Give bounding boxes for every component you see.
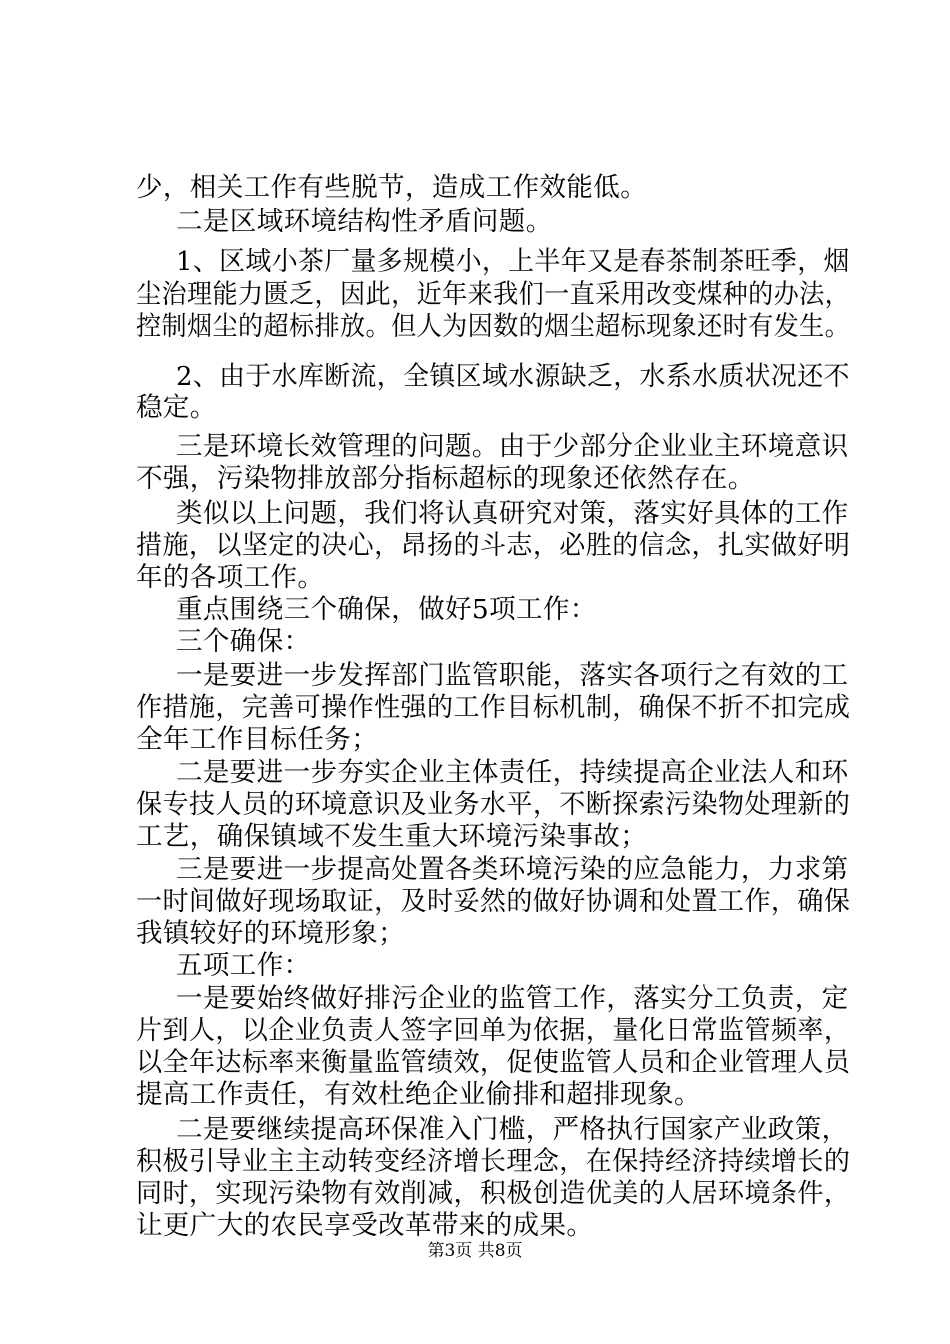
text-line: 全年工作目标任务； [136,724,379,755]
text-line: 让更广大的农民享受改革带来的成果。 [136,1210,594,1241]
text-line: 保专技人员的环境意识及业务水平，不断探索污染物处理新的 [136,789,851,820]
text-line: 稳定。 [136,392,217,423]
text-line: 2、由于水库断流，全镇区域水源缺乏，水系水质状况还不 [176,361,850,392]
text-line: 尘治理能力匮乏，因此，近年来我们一直采用改变煤种的办法， [136,279,851,310]
text-line: 片到人，以企业负责人签字回单为依据，量化日常监管频率， [136,1015,851,1046]
text-line: 提高工作责任，有效杜绝企业偷排和超排现象。 [136,1079,701,1110]
text-line: 重点围绕三个确保，做好5项工作： [176,594,597,625]
text-line: 我镇较好的环境形象； [136,918,405,949]
text-line: 年的各项工作。 [136,562,325,593]
text-line: 不强，污染物排放部分指标超标的现象还依然存在。 [136,463,755,494]
text-line: 二是要继续提高环保准入门槛，严格执行国家产业政策， [176,1114,849,1145]
page-number-footer: 第3页 共8页 [427,1241,523,1261]
text-line: 三是要进一步提高处置各类环境污染的应急能力，力求第 [176,854,849,885]
text-line: 三是环境长效管理的问题。由于少部分企业业主环境意识 [176,431,849,462]
text-line: 五项工作： [176,950,311,981]
text-line: 积极引导业主主动转变经济增长理念，在保持经济持续增长的 [136,1146,851,1177]
text-line: 一时间做好现场取证，及时妥然的做好协调和处置工作，确保 [136,886,851,917]
text-line: 工艺，确保镇域不发生重大环境污染事故； [136,821,648,852]
text-line: 1、区域小茶厂量多规模小，上半年又是春茶制茶旺季，烟 [176,246,850,277]
text-line: 作措施，完善可操作性强的工作目标机制，确保不折不扣完成 [136,692,851,723]
text-line: 类似以上问题，我们将认真研究对策，落实好具体的工作 [176,498,849,529]
text-line: 以全年达标率来衡量监管绩效，促使监管人员和企业管理人员 [136,1047,851,1078]
text-line: 二是要进一步夯实企业主体责任，持续提高企业法人和环 [176,757,849,788]
text-line: 控制烟尘的超标排放。但人为因数的烟尘超标现象还时有发生。 [136,311,851,342]
text-line: 一是要进一步发挥部门监管职能，落实各项行之有效的工 [176,660,849,691]
text-line: 措施，以坚定的决心，昂扬的斗志，必胜的信念，扎实做好明 [136,530,851,561]
text-line: 三个确保： [176,626,311,657]
text-line: 同时，实现污染物有效削减，积极创造优美的人居环境条件， [136,1178,851,1209]
text-line: 少，相关工作有些脱节，造成工作效能低。 [136,172,648,203]
text-line: 二是区域环境结构性矛盾问题。 [176,206,553,237]
text-line: 一是要始终做好排污企业的监管工作，落实分工负责，定 [176,983,849,1014]
